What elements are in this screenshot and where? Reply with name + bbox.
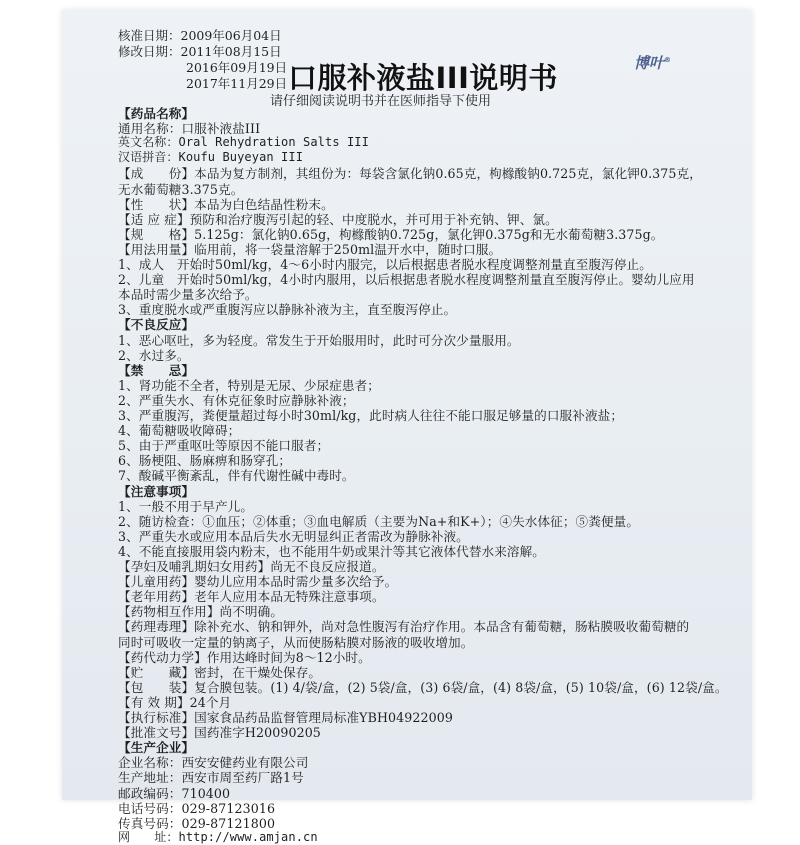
leaflet-line: 【药理毒理】除补充水、钠和钾外，尚对急性腹泻有治疗作用。本品含有葡萄糖，肠粘膜吸收葡萄糖的 [118,619,690,635]
leaflet-line: 同时可吸收一定量的钠离子，从而使肠粘膜对肠液的吸收增加。 [118,634,474,650]
leaflet-line: 【贮 藏】密封，在干燥处保存。 [118,664,322,680]
registered-mark: ® [664,56,672,64]
leaflet-line: 4、不能直接服用袋内粉末，也不能用牛奶或果汁等其它液体代替水来溶解。 [118,543,546,559]
leaflet-line: 1、肾功能不全者，特别是无尿、少尿症患者； [118,377,380,393]
leaflet-line: 【禁 忌】 [118,362,195,378]
revision-date-2: 2017年11月29日 [186,76,288,91]
leaflet-line: 1、成人 开始时50ml/kg，4～6小时内服完，以后根据患者脱水程度调整剂量直至腹泻停止。 [118,257,652,272]
leaflet-line: 5、由于严重呕吐等原因不能口服者； [118,438,330,454]
leaflet-line: 4、葡萄糖吸收障碍； [118,423,241,439]
leaflet-line: 网 址：http://www.amjan.cn [118,829,318,844]
revision-date-1: 2016年09月19日 [186,60,288,75]
leaflet-line: 3、重度脱水或严重腹泻应以静脉补液为主，直至腹泻停止。 [118,302,457,318]
leaflet-line: 【适 应 症】预防和治疗腹泻引起的轻、中度脱水，并可用于补充钠、钾、氯。 [118,211,558,227]
leaflet-line: 通用名称：口服补液盐III [118,121,261,137]
leaflet-line: 本品时需少量多次给予。 [118,287,258,303]
leaflet-line: 邮政编码：710400 [118,785,231,801]
leaflet-line: 英文名称：Oral Rehydration Salts III [118,135,369,150]
brand-logo-text: 博叶 [634,54,665,72]
leaflet-line: 汉语拼音：Koufu Buyeyan III [118,150,304,165]
leaflet-line: 【批准文号】国药准字H20090205 [118,725,321,741]
leaflet-line: 【成 份】本品为复方制剂，其组份为：每袋含氯化钠0.65克，枸橼酸钠0.725克，氯化钾0.375克， [118,166,702,182]
leaflet-line: 生产地址：西安市周至药厂路1号 [118,770,304,786]
leaflet-line: 7、酸碱平衡紊乱，伴有代谢性碱中毒时。 [118,468,355,484]
leaflet-line: 3、严重失水或应用本品后失水无明显纠正者需改为静脉补液。 [118,528,469,544]
leaflet-line: 【包 装】复合膜包装。(1) 4/袋/盒，(2) 5袋/盒，(3) 6袋/盒，(4) 8袋/盒，(5) 10袋/盒，(6) 12袋/盒。 [118,679,728,695]
leaflet-line: 电话号码：029-87123016 [118,800,276,816]
leaflet-line: 2、水过多。 [118,347,190,363]
leaflet-line: 【药代动力学】作用达峰时间为8～12小时。 [118,649,371,665]
document-title: 口服补液盐III说明书 [288,61,558,95]
leaflet-line: 2、严重失水、有休克征象时应静脉补液； [118,392,355,408]
leaflet-line: 【执行标准】国家食品药品监督管理局标准YBH04922009 [118,710,453,725]
leaflet-line: 【药品名称】 [118,106,195,121]
document-subtitle: 请仔细阅读说明书并在医师指导下使用 [270,94,492,109]
leaflet-line: 企业名称：西安安健药业有限公司 [118,755,309,771]
modify-date: 修改日期：2011年08月15日 [118,44,282,59]
leaflet-line: 【老年用药】老年人应用本品无特殊注意事项。 [118,589,385,605]
leaflet-line: 【药物相互作用】尚不明确。 [118,604,284,620]
leaflet-line: 【生产企业】 [118,740,195,756]
leaflet-line: 2、儿童 开始时50ml/kg，4小时内服用，以后根据患者脱水程度调整剂量直至腹泻停止。婴幼儿应用 [118,272,695,288]
leaflet-line: 无水葡萄糖3.375克。 [118,181,244,197]
leaflet-line: 6、肠梗阻、肠麻痹和肠穿孔； [118,453,292,469]
leaflet-line: 【不良反应】 [118,317,195,333]
leaflet-line: 1、一般不用于早产儿。 [118,498,254,514]
leaflet-line: 1、恶心呕吐，多为轻度。常发生于开始服用时，此时可分次少量服用。 [118,332,520,348]
leaflet-line: 【有 效 期】24个月 [118,694,232,710]
leaflet-line: 【性 状】本品为白色结晶性粉末。 [118,196,334,212]
leaflet-line: 【注意事项】 [118,483,195,499]
leaflet-line: 2、随访检查：①血压；②体重；③血电解质（主要为Na+和K+）；④失水体征；⑤粪便量。 [118,513,640,529]
leaflet-line: 【用法用量】临用前，将一袋量溶解于250ml温开水中，随时口服。 [118,241,502,257]
leaflet-line: 3、严重腹泻，粪便量超过每小时30ml/kg，此时病人往往不能口服足够量的口服补液盐； [118,408,624,423]
leaflet-line: 【儿童用药】婴幼儿应用本品时需少量多次给予。 [118,574,398,590]
leaflet-line: 【规 格】5.125g：氯化钠0.65g，枸橼酸钠0.725g，氯化钾0.375g和无水葡萄糖3.375g。 [118,226,664,242]
leaflet-line: 传真号码：029-87121800 [118,815,276,831]
approve-date: 核准日期：2009年06月04日 [118,28,282,43]
brand-logo [634,52,671,73]
leaflet-line: 【孕妇及哺乳期妇女用药】尚无不良反应报道。 [118,559,385,574]
